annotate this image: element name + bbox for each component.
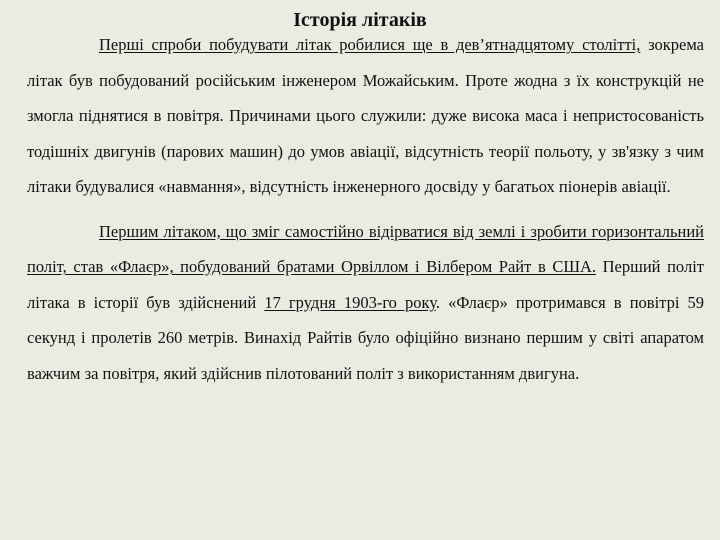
paragraph-2-text-b: . «Флаєр» протримався в повітрі 59 секунд і пролетів 260 метрів. Винахід Райтів було офіційно визнано першим у світі апаратом важчим за повітря, який здійснив пілотований політ з використанням двигуна. [27, 292, 704, 383]
link-first-flight-date[interactable]: 17 грудня 1903-го року [264, 292, 436, 312]
link-wright-brothers[interactable]: Першим літаком, що зміг самостійно відірватися від землі і зробити горизонтальний політ, став «Флаєр», побудований братами Орвіллом і Вілбером Райт в США. [27, 221, 704, 276]
page-title: Історія літаків [293, 9, 427, 31]
link-early-attempts[interactable]: Перші спроби побудувати літак робилися ще в дев’ятнадцятому столітті, [99, 35, 641, 54]
article-body [27, 27, 704, 391]
paragraph-2-text-a: Перший політ літака в історії був здійснений [27, 257, 704, 312]
paragraph-1-text: зокрема літак був побудований російським інженером Можайським. Проте жодна з їх конструкцій не змогла піднятися в повітря. Причинами цього служили: дуже висока маса і непристосованість тодішніх двигунів (парових машин) до умов авіації, відсутність теорії польоту, у зв'язку з чим літаки будувалися «навмання», відсутність інженерного досвіду у багатьох піонерів авіації. [27, 35, 705, 196]
paragraph-wright-flyer [27, 214, 704, 392]
paragraph-early-attempts [27, 27, 704, 205]
